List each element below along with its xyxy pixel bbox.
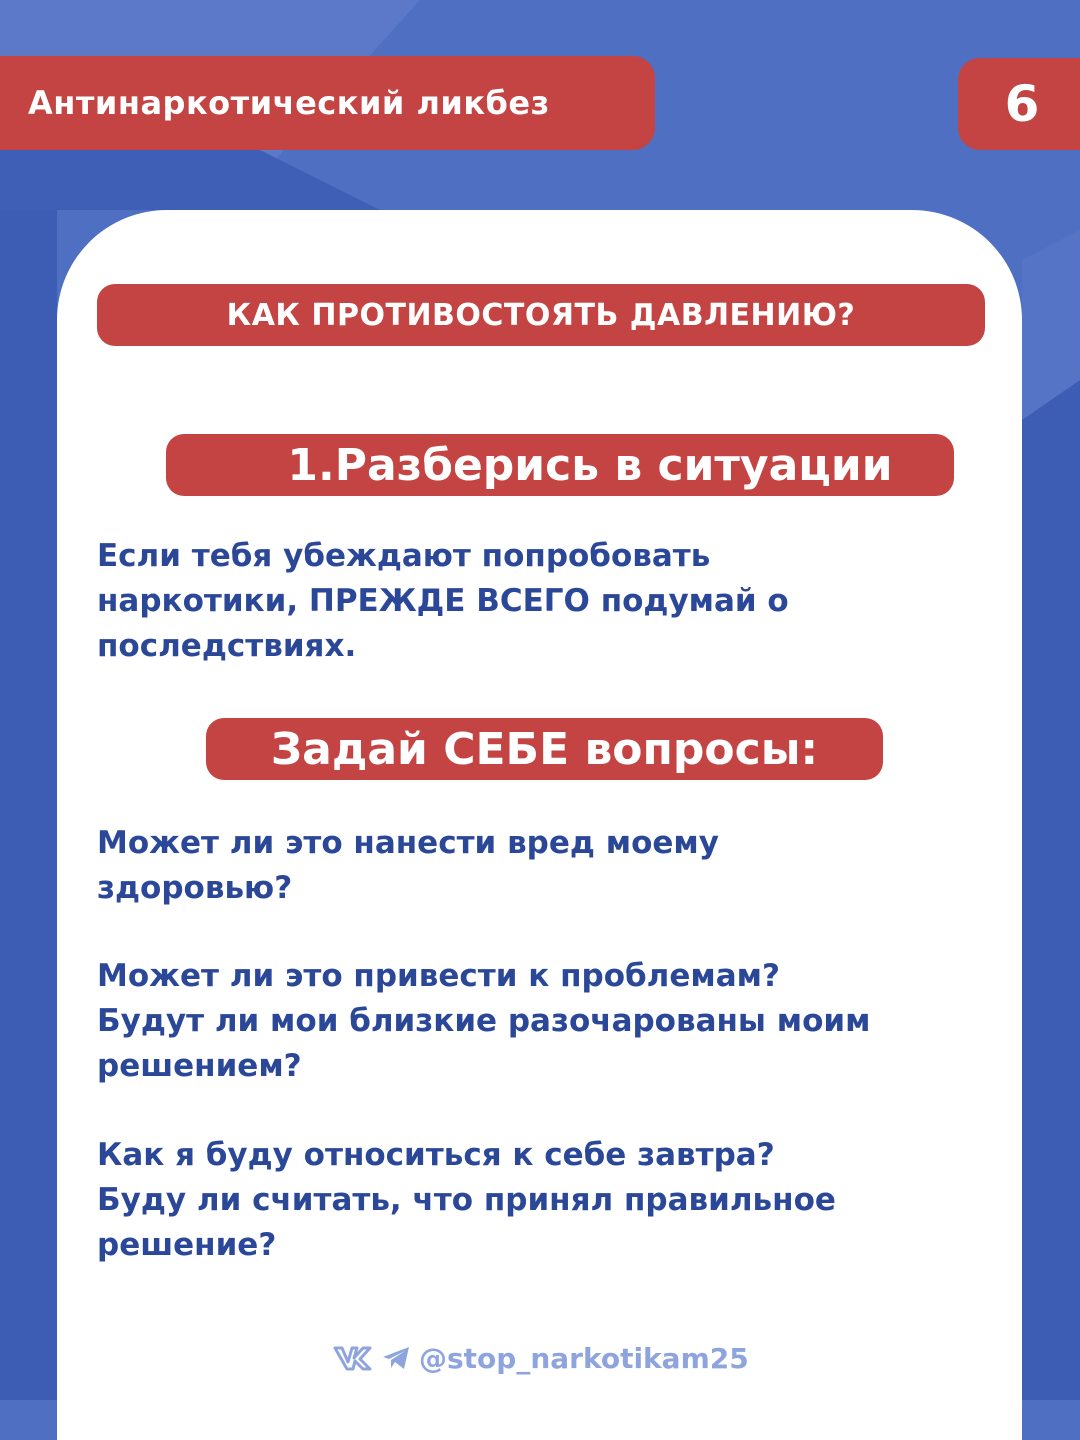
header-title-tag bbox=[0, 56, 655, 150]
page-number: 6 bbox=[1004, 75, 1040, 133]
questions-title-banner bbox=[206, 718, 883, 780]
footer-handle[interactable]: @stop_narkotikam25 bbox=[419, 1341, 749, 1375]
question-line: Будут ли мои близкие разочарованы моим bbox=[97, 1003, 871, 1039]
questions-title: Задай СЕБЕ вопросы: bbox=[270, 723, 819, 775]
intro-line: Если тебя убеждают попробовать bbox=[97, 538, 711, 574]
question-line: решение? bbox=[97, 1227, 277, 1263]
question-line: решением? bbox=[97, 1048, 302, 1084]
main-title: КАК ПРОТИВОСТОЯТЬ ДАВЛЕНИЮ? bbox=[226, 297, 856, 333]
intro-paragraph bbox=[97, 534, 997, 669]
intro-line: последствиях. bbox=[97, 628, 357, 664]
question-line: Может ли это нанести вред моему bbox=[97, 825, 719, 861]
telegram-icon[interactable] bbox=[381, 1345, 411, 1371]
step-title-banner bbox=[166, 434, 954, 496]
step-title: 1.Разберись в ситуации bbox=[287, 439, 893, 491]
footer-social bbox=[333, 1340, 749, 1376]
question-line: Может ли это привести к проблемам? bbox=[97, 958, 780, 994]
main-title-banner bbox=[97, 284, 985, 346]
question-block-tomorrow bbox=[97, 1133, 997, 1268]
question-block-health bbox=[97, 821, 997, 911]
question-line: Буду ли считать, что принял правильное bbox=[97, 1182, 836, 1218]
vk-icon[interactable] bbox=[333, 1345, 373, 1371]
page-number-badge bbox=[958, 58, 1080, 150]
question-line: здоровью? bbox=[97, 870, 293, 906]
question-block-problems bbox=[97, 954, 997, 1089]
question-line: Как я буду относиться к себе завтра? bbox=[97, 1137, 775, 1173]
intro-line: наркотики, ПРЕЖДЕ ВСЕГО подумай о bbox=[97, 583, 789, 619]
header-title: Антинаркотический ликбез bbox=[28, 84, 550, 122]
